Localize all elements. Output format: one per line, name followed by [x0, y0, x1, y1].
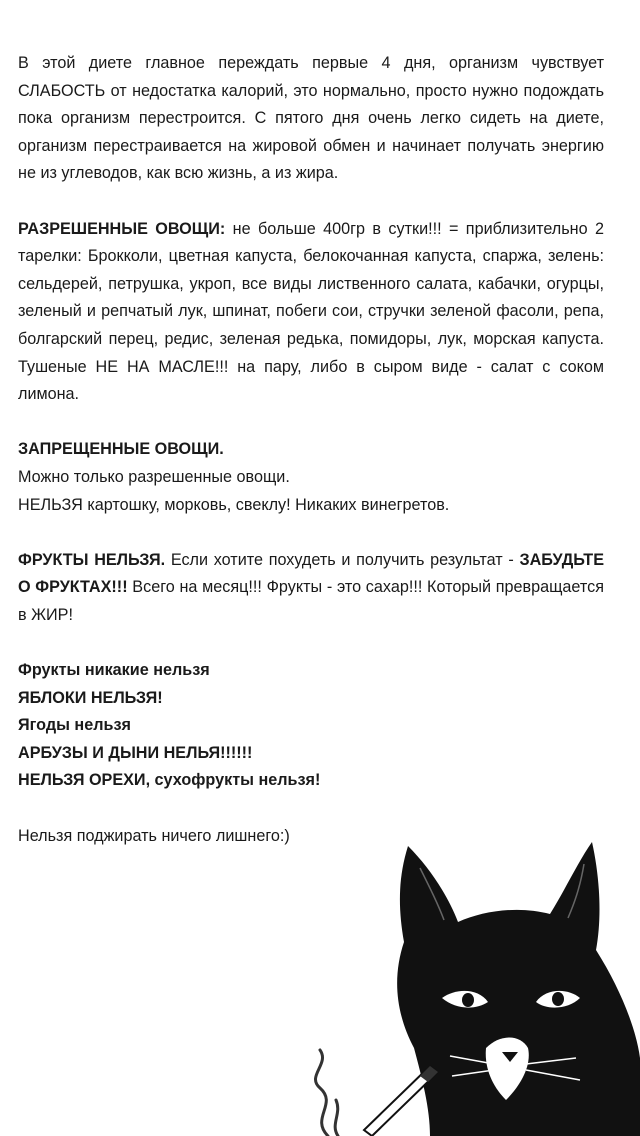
fruit-rule-item: Фрукты никакие нельзя — [18, 661, 210, 680]
cat-silhouette — [397, 842, 640, 1136]
forbidden-vegetables-line-2: НЕЛЬЗЯ картошку, морковь, свеклу! Никаких винегретов. — [18, 495, 450, 514]
allowed-vegetables-paragraph — [18, 216, 604, 409]
black-cat-with-cigarette-illustration — [280, 838, 640, 1136]
forbidden-vegetables-line-1: Можно только разрешенные овощи. — [18, 467, 290, 486]
fruit-rule-item: НЕЛЬЗЯ ОРЕХИ, сухофрукты нельзя! — [18, 771, 321, 790]
forbidden-vegetables-section — [18, 436, 604, 519]
fruit-rules-list — [18, 657, 604, 795]
fruits-text-2: Всего на месяц!!! Фрукты - это сахар!!! Который превращается в ЖИР! — [18, 578, 604, 624]
closing-line: Нельзя поджирать ничего лишнего:) — [18, 826, 290, 845]
smoke-icon — [315, 1050, 338, 1136]
fruit-rule-item: Ягоды нельзя — [18, 716, 131, 735]
fruits-paragraph — [18, 547, 604, 630]
allowed-vegetables-text: не больше 400гр в сутки!!! = приблизительно 2 тарелки: Брокколи, цветная капуста, белокочанная капуста, спаржа, зелень: сельдерей, петрушка, укроп, все виды лиственного салата, кабачки, огурцы, зеленый и репчатый лук, шпинат, побеги сои, стручки зеленой фасоли, репа, болгарский перец, редис, зеленая редька, помидоры, лук, морская капуста. Тушеные НЕ НА МАСЛЕ!!! на пару, либо в сыром виде - салат с соком лимона. — [18, 219, 605, 404]
fruits-text-1: Если хотите похудеть и получить результат - — [165, 550, 520, 569]
fruits-emphasis: ЗАБУДЬТЕ О ФРУКТАХ!!! — [18, 550, 604, 597]
fruits-heading: ФРУКТЫ НЕЛЬЗЯ. — [18, 550, 166, 569]
intro-paragraph: В этой диете главное переждать первые 4 дня, организм чувствует СЛАБОСТЬ от недостатка калорий, это нормально, просто нужно подождать пока организм перестроится. С пятого дня очень легко сидеть на диете, организм перестраивается на жировой обмен и начинает получать энергию не из углеводов, как всю жизнь, а из жира. — [18, 54, 604, 183]
fruit-rule-item: ЯБЛОКИ НЕЛЬЗЯ! — [18, 688, 163, 707]
fruit-rule-item: АРБУЗЫ И ДЫНИ НЕЛЬЯ!!!!!! — [18, 743, 253, 762]
forbidden-vegetables-heading: ЗАПРЕЩЕННЫЕ ОВОЩИ. — [18, 440, 224, 459]
allowed-vegetables-heading: РАЗРЕШЕННЫЕ ОВОЩИ: — [18, 219, 226, 238]
article — [18, 50, 604, 850]
